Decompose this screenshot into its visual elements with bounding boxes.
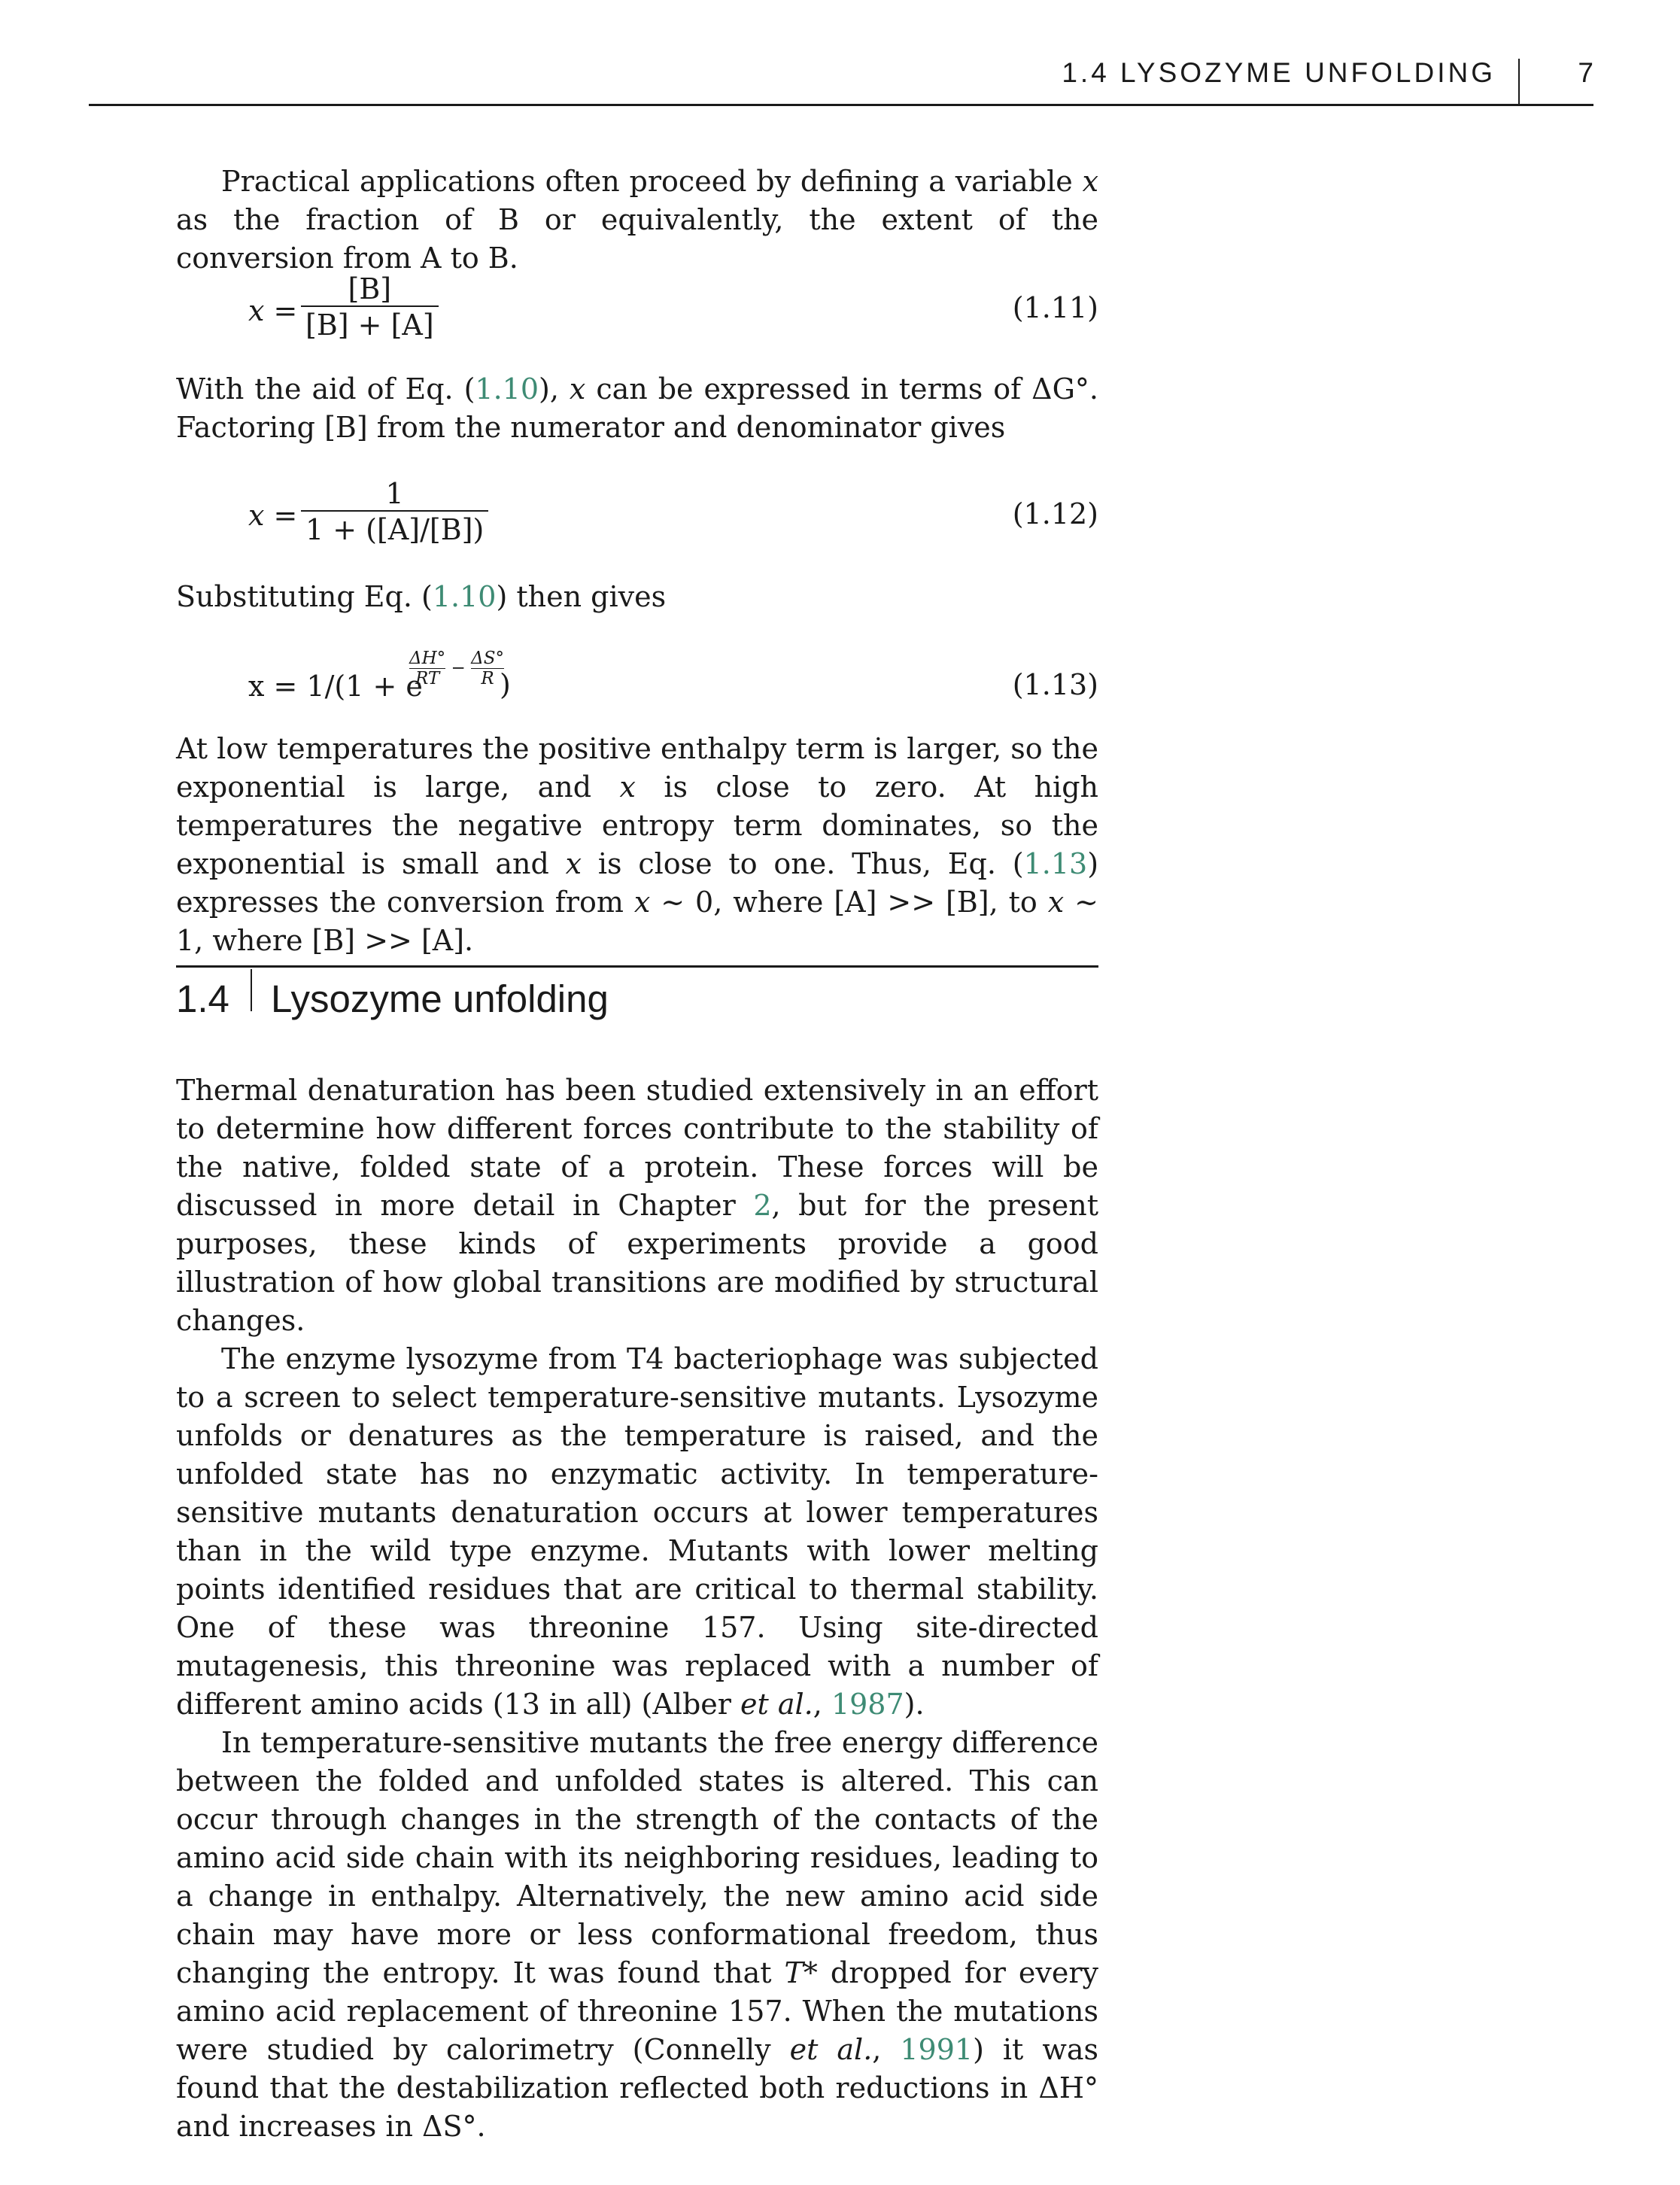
eq13-number: (1.13) xyxy=(1012,668,1098,701)
running-header xyxy=(89,54,1593,106)
equation-1-11 xyxy=(176,272,1098,348)
ref-alber-1987[interactable]: 1987 xyxy=(831,1688,904,1721)
section-separator xyxy=(251,969,252,1011)
eq12-number: (1.12) xyxy=(1012,497,1098,530)
section-title: Lysozyme unfolding xyxy=(271,977,609,1020)
paragraph-4: At low temperatures the positive enthalpy term is larger, so the exponential is large, and x is close to zero. At high temperatures the negative entropy term dominates, so the exponential is small and x is close to one. Thus, Eq. (1.13) expresses the conversion from x ∼ 0, where [A] >> [B], to x ∼ 1, where [B] >> [A]. xyxy=(176,732,1099,957)
ref-eq-1-13[interactable]: 1.13 xyxy=(1023,847,1088,880)
ref-chapter-2[interactable]: 2 xyxy=(753,1189,772,1222)
eq12-fraction: $\frac{1}{1 + ([A]/[B])}$ xyxy=(301,477,488,546)
eq11-fraction: $\frac{[B]}{[B] + [A]}$ xyxy=(301,272,439,342)
equation-1-13 xyxy=(176,649,1098,709)
paragraph-6: The enzyme lysozyme from T4 bacteriophage was subjected to a screen to select temperature-sensitive mutants. Lysozyme unfolds or denatures as the temperature is raised, and the unfolded state has no enzymatic activity. In temperature-sensitive mutants denaturation occurs at lower temperatures than in the wild type enzyme. Mutants with lower melting points identified residues that are critical to thermal stability. One of these was threonine 157. Using site-directed mutagenesis, this threonine was replaced with a number of different amino acids (13 in all) (Alber et al., 1987). xyxy=(176,1342,1098,1721)
paragraph-7: In temperature-sensitive mutants the free energy difference between the folded and unfolded states is altered. This can occur through changes in the strength of the contacts of the amino acid side chain with its neighboring residues, leading to a change in enthalpy. Alternatively, the new amino acid side chain may have more or less conformational freedom, thus changing the entropy. It was found that T* dropped for every amino acid replacement of threonine 157. When the mutations were studied by calorimetry (Connelly et al., 1991) it was found that the destabilization reflected both reductions in ΔH° and increases in ΔS°. xyxy=(176,1726,1099,2143)
eq13-close: ) xyxy=(500,668,511,701)
paragraph-2: With the aid of Eq. (1.10), x can be expressed in terms of ΔG°. Factoring [B] from the numerator and denominator gives xyxy=(176,372,1098,444)
paragraph-5: Thermal denaturation has been studied extensively in an effort to determine how different forces contribute to the stability of the native, folded state of a protein. These forces will be discussed in more detail in Chapter 2, but for the present purposes, these kinds of experiments provide a good illustration of how global transitions are modified by structural changes. xyxy=(176,1074,1098,1337)
equation-1-12 xyxy=(176,477,1098,552)
page-number: 7 xyxy=(1578,57,1593,88)
paragraph-1: Practical applications often proceed by defining a variable x as the fraction of B or equivalently, the extent of the conversion from A to B. xyxy=(176,165,1098,275)
ref-eq-1-10[interactable]: 1.10 xyxy=(475,372,539,406)
eq11-number: (1.11) xyxy=(1012,291,1098,324)
section-rule xyxy=(176,965,1098,968)
eq11-lhs: x = xyxy=(248,294,298,327)
eq13-lhs: x = 1/(1 + e xyxy=(248,670,423,703)
running-title: 1.4 LYSOZYME UNFOLDING xyxy=(1062,57,1496,88)
section-body xyxy=(176,1071,1098,2146)
section-number: 1.4 xyxy=(176,977,229,1020)
ref-eq-1-10-b[interactable]: 1.10 xyxy=(432,580,497,613)
ref-connelly-1991[interactable]: 1991 xyxy=(900,2033,974,2066)
header-separator xyxy=(1518,59,1520,104)
eq13-exponent: $\frac{\Delta H^\circ}{RT}$ − $\frac{\Delta S^\circ}{R}$ xyxy=(409,649,504,688)
paragraph-3: Substituting Eq. (1.10) then gives xyxy=(176,580,667,613)
eq12-lhs: x = xyxy=(248,499,298,532)
